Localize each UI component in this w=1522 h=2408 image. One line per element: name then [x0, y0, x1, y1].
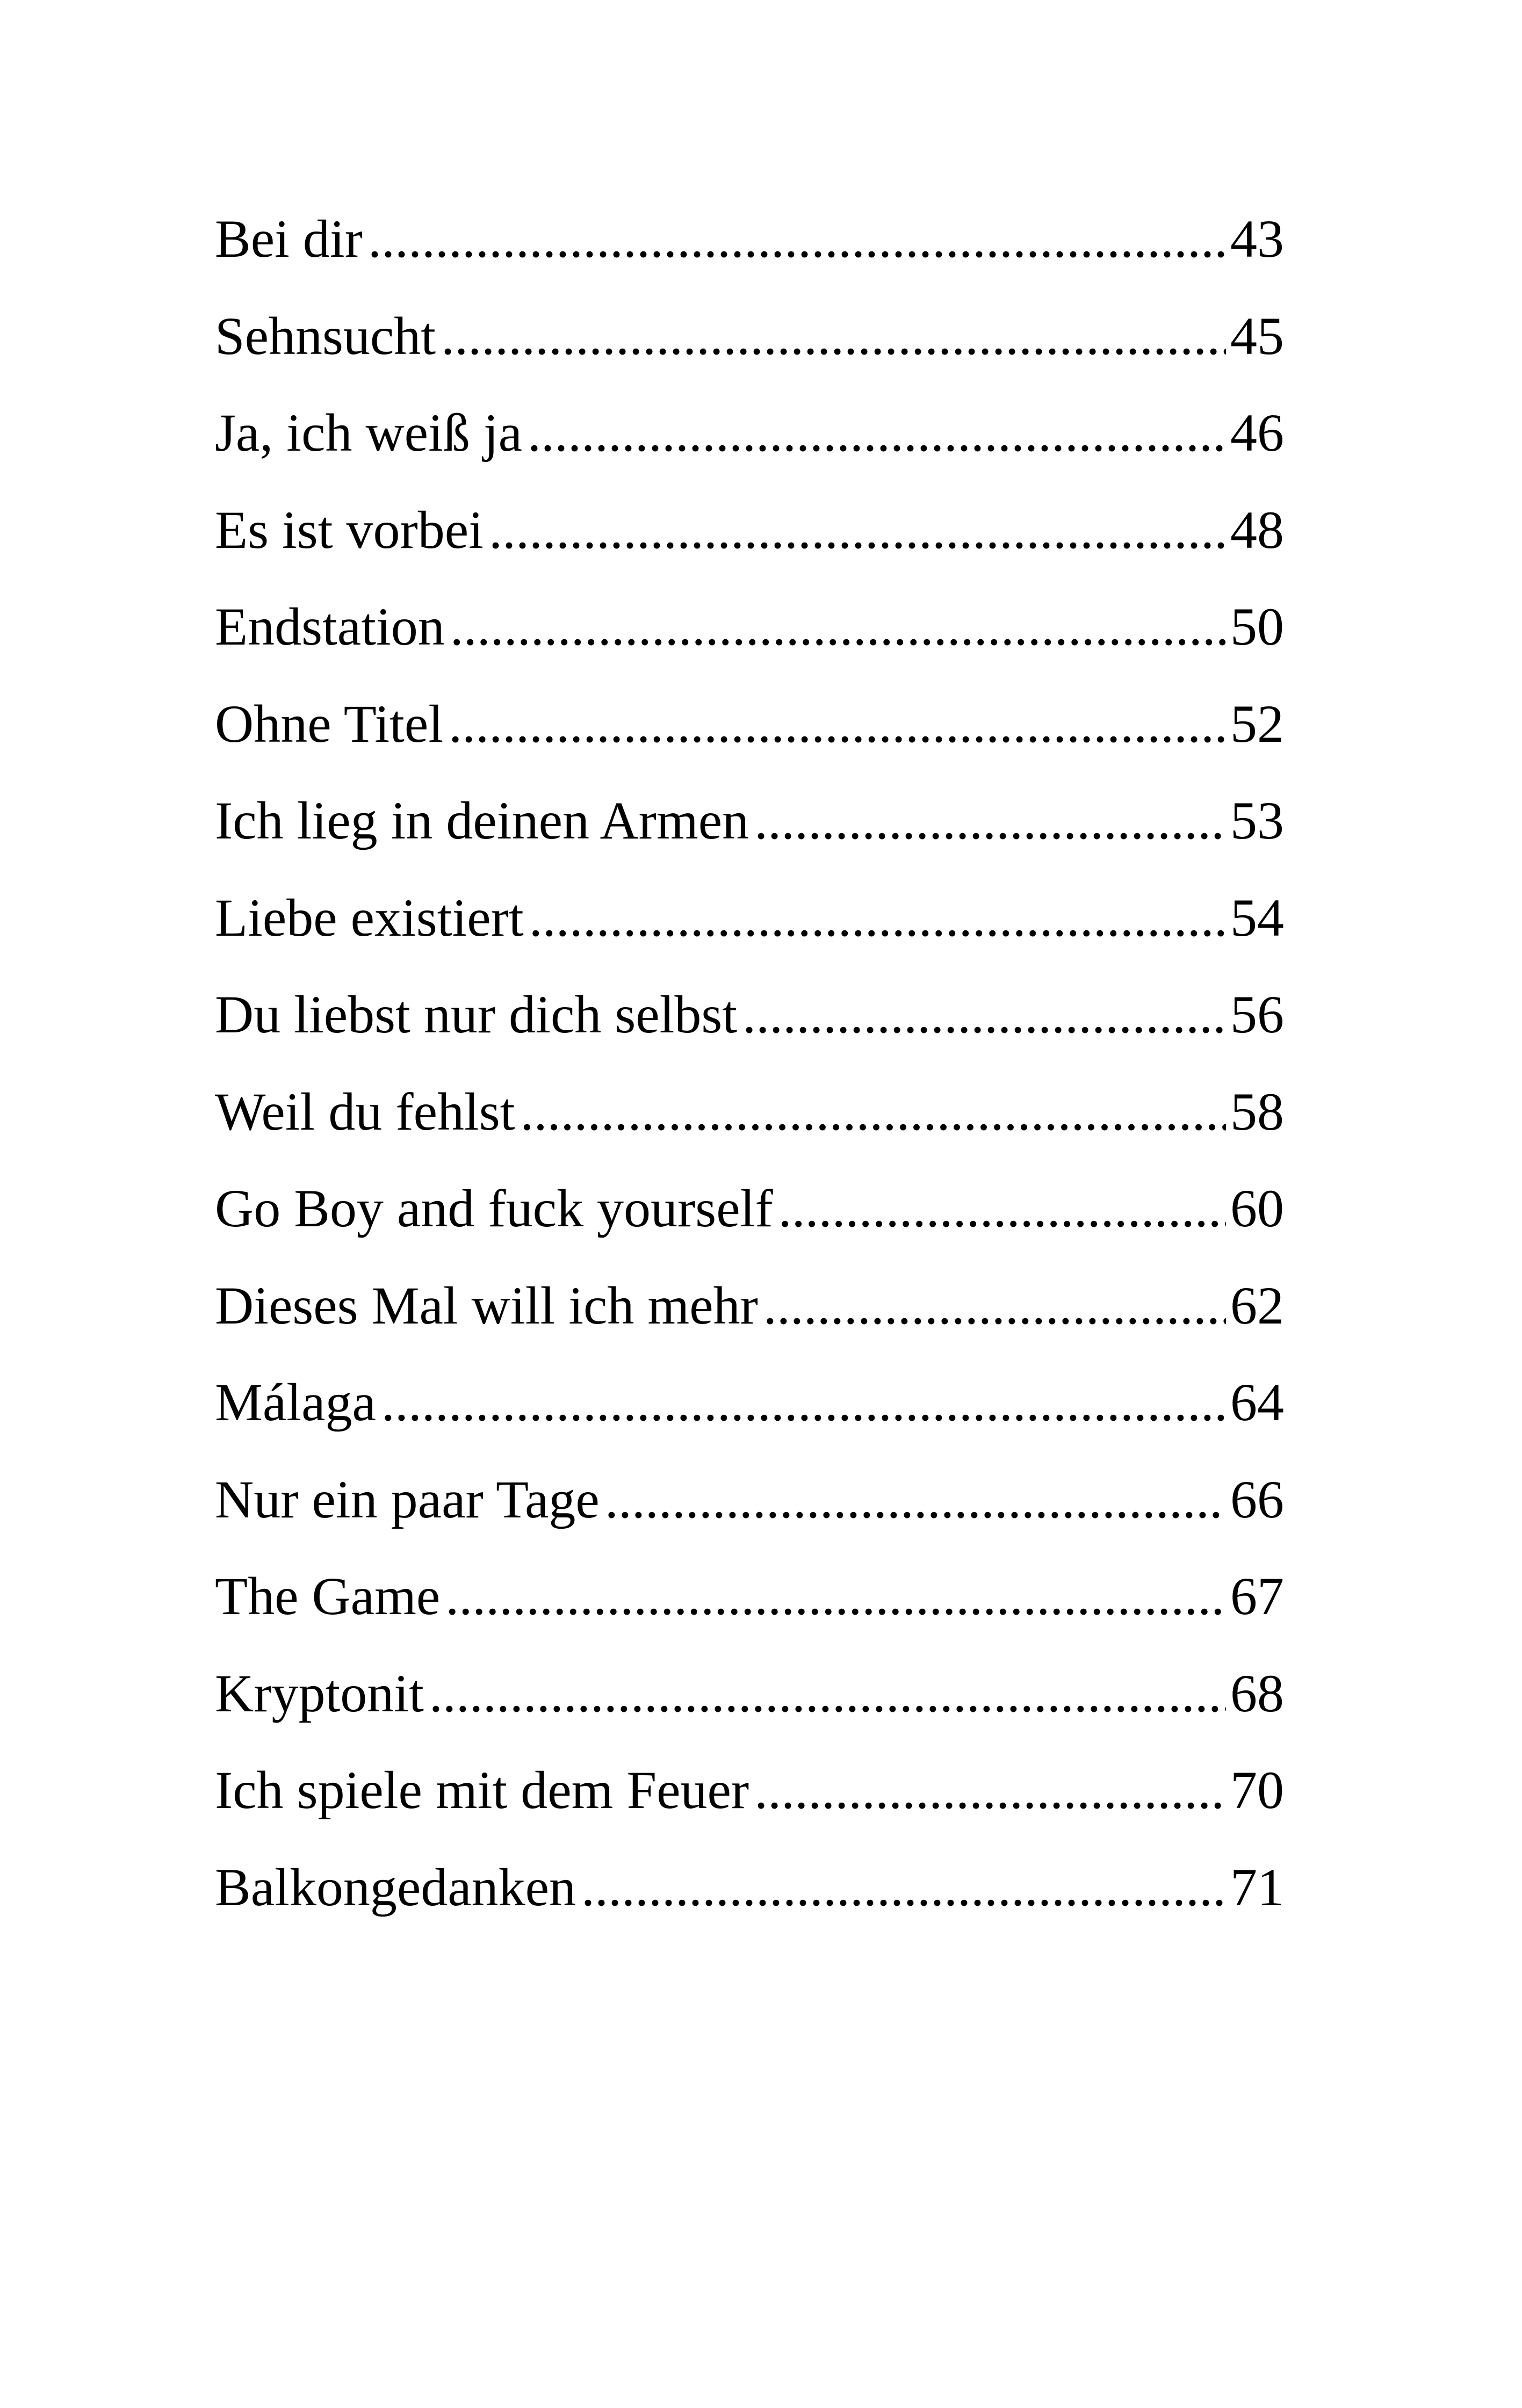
toc-entry-page-number: 58 — [1230, 1081, 1284, 1141]
toc-entry-page-number: 66 — [1230, 1469, 1284, 1529]
toc-entry — [215, 500, 1284, 601]
dot-leader — [742, 988, 1226, 1042]
toc-entry-title: Sehnsucht — [215, 306, 436, 366]
toc-entry-title: Ohne Titel — [215, 693, 444, 754]
dot-leader — [381, 1376, 1226, 1429]
toc-entry-title: Málaga — [215, 1372, 376, 1432]
table-of-contents — [215, 209, 1284, 1957]
dot-leader — [429, 1667, 1226, 1720]
dot-leader — [441, 309, 1226, 363]
toc-entry-title: Ja, ich weiß ja — [215, 403, 523, 462]
toc-entry-title: Du liebst nur dich selbst — [215, 985, 738, 1044]
dot-leader — [529, 891, 1226, 945]
toc-entry-title: Dieses Mal will ich mehr — [215, 1275, 758, 1335]
dot-leader — [754, 1763, 1226, 1817]
dot-leader — [450, 600, 1226, 654]
toc-entry — [215, 403, 1284, 503]
dot-leader — [763, 1279, 1226, 1333]
dot-leader — [521, 1085, 1227, 1139]
dot-leader — [754, 794, 1226, 848]
toc-entry-page-number: 64 — [1230, 1372, 1284, 1432]
toc-entry-title: Ich spiele mit dem Feuer — [215, 1760, 749, 1820]
toc-entry — [215, 1372, 1284, 1473]
toc-entry-page-number: 71 — [1230, 1857, 1284, 1917]
toc-entry — [215, 1857, 1284, 1958]
toc-entry-title: Go Boy and fuck yourself — [215, 1178, 773, 1238]
toc-entry-title: Ich lieg in deinen Armen — [215, 791, 749, 850]
toc-entry-page-number: 52 — [1230, 693, 1284, 754]
dot-leader — [581, 1861, 1226, 1914]
toc-entry-page-number: 45 — [1230, 306, 1284, 366]
toc-entry-title: Endstation — [215, 597, 445, 656]
toc-entry-title: Liebe existiert — [215, 887, 524, 948]
toc-entry — [215, 1081, 1284, 1182]
dot-leader — [445, 1570, 1226, 1623]
dot-leader — [449, 697, 1226, 751]
toc-entry-page-number: 53 — [1230, 791, 1284, 850]
toc-entry-page-number: 70 — [1230, 1760, 1284, 1820]
toc-entry-page-number: 54 — [1230, 887, 1284, 948]
toc-entry-page-number: 60 — [1230, 1178, 1284, 1238]
toc-entry — [215, 985, 1284, 1085]
toc-entry-page-number: 50 — [1230, 597, 1284, 656]
toc-entry-title: Balkongedanken — [215, 1857, 576, 1917]
toc-entry-page-number: 43 — [1230, 209, 1284, 269]
toc-entry — [215, 1275, 1284, 1376]
toc-entry — [215, 1178, 1284, 1279]
toc-entry — [215, 1469, 1284, 1570]
toc-entry-title: Weil du fehlst — [215, 1081, 515, 1141]
dot-leader — [489, 503, 1226, 557]
dot-leader — [605, 1473, 1226, 1527]
toc-entry-page-number: 67 — [1230, 1566, 1284, 1626]
dot-leader — [528, 406, 1226, 460]
toc-entry-title: Kryptonit — [215, 1663, 424, 1723]
toc-entry — [215, 1566, 1284, 1667]
toc-entry — [215, 693, 1284, 794]
toc-entry-title: Nur ein paar Tage — [215, 1469, 600, 1529]
toc-entry-page-number: 62 — [1230, 1275, 1284, 1335]
toc-entry — [215, 597, 1284, 697]
toc-entry-page-number: 56 — [1230, 985, 1284, 1044]
toc-entry — [215, 1760, 1284, 1861]
toc-entry — [215, 209, 1284, 309]
toc-entry — [215, 887, 1284, 988]
dot-leader — [368, 212, 1226, 266]
toc-entry-title: The Game — [215, 1566, 441, 1626]
toc-entry-title: Bei dir — [215, 209, 363, 269]
toc-entry-title: Es ist vorbei — [215, 500, 484, 560]
toc-entry — [215, 306, 1284, 407]
toc-entry-page-number: 68 — [1230, 1663, 1284, 1723]
toc-entry-page-number: 46 — [1230, 403, 1284, 462]
dot-leader — [778, 1182, 1226, 1235]
toc-entry — [215, 1663, 1284, 1764]
toc-entry — [215, 791, 1284, 891]
toc-entry-page-number: 48 — [1230, 500, 1284, 560]
